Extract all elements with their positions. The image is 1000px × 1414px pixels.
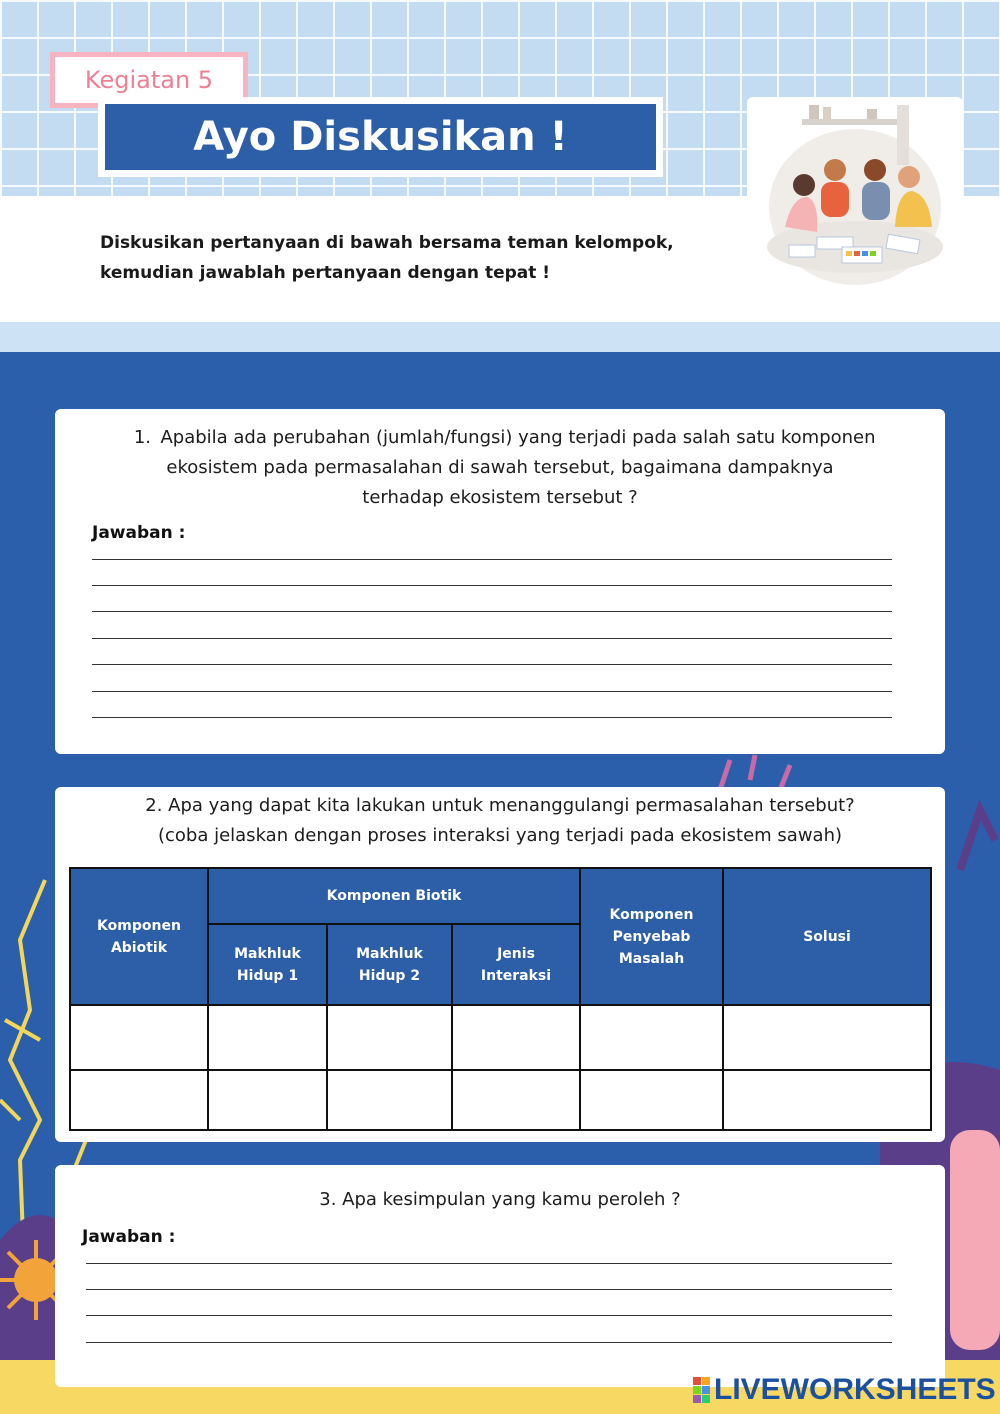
header-penyebab-line-3: Masalah — [618, 950, 685, 967]
table-cell[interactable] — [452, 1070, 580, 1130]
question-1-number: 1. — [133, 427, 152, 448]
header-biotik: Komponen Biotik — [208, 868, 580, 924]
question-3-text: 3. Apa kesimpulan yang kamu peroleh ? — [319, 1189, 681, 1210]
question-1-text — [95, 423, 905, 513]
table-cell[interactable] — [723, 1005, 931, 1069]
header-abiotik-line-1: Komponen — [97, 917, 181, 934]
header-interaksi-line-2: Interaksi — [480, 967, 552, 984]
answer-line[interactable] — [92, 664, 892, 665]
table-cell[interactable] — [327, 1070, 452, 1130]
instruction-line-1: Diskusikan pertanyaan di bawah bersama teman kelompok, — [100, 233, 674, 253]
header-interaksi — [452, 924, 580, 1005]
answer-line[interactable] — [86, 1263, 892, 1264]
liveworksheets-watermark — [693, 1370, 996, 1410]
instruction-line-2: kemudian jawablah pertanyaan dengan tepat ! — [100, 263, 551, 283]
instructions — [100, 228, 720, 288]
divider-strip — [0, 322, 1000, 352]
header-abiotik — [70, 868, 208, 1005]
group-discussion-icon — [747, 97, 963, 293]
answer-line[interactable] — [86, 1342, 892, 1343]
analysis-table — [69, 867, 932, 1131]
activity-label: Kegiatan 5 — [55, 57, 243, 103]
discussion-illustration — [747, 97, 963, 293]
table-row — [70, 1005, 931, 1069]
header-penyebab — [580, 868, 723, 1005]
table-cell[interactable] — [208, 1070, 327, 1130]
question-1-line-1: Apabila ada perubahan (jumlah/fungsi) yang terjadi pada salah satu komponen — [160, 427, 876, 448]
answer-line[interactable] — [92, 611, 892, 612]
answer-line[interactable] — [92, 559, 892, 560]
header-solusi: Solusi — [723, 868, 931, 1005]
title-box — [98, 97, 663, 177]
liveworksheets-logo-icon — [693, 1377, 710, 1403]
answer-line[interactable] — [86, 1315, 892, 1316]
answer-label-1: Jawaban : — [92, 523, 186, 543]
table-cell[interactable] — [580, 1005, 723, 1069]
table-cell[interactable] — [452, 1005, 580, 1069]
answer-line[interactable] — [86, 1289, 892, 1290]
header-makhluk-2 — [327, 924, 452, 1005]
question-2-text — [85, 791, 915, 851]
table-cell[interactable] — [70, 1005, 208, 1069]
header-makhluk-1-line-2: Hidup 1 — [236, 967, 299, 984]
question-2-card — [55, 787, 945, 1142]
question-2-line-1: 2. Apa yang dapat kita lakukan untuk menanggulangi permasalahan tersebut? — [145, 795, 855, 816]
answer-lines-1[interactable] — [92, 559, 892, 729]
header-interaksi-line-1: Jenis — [497, 945, 535, 962]
answer-line[interactable] — [92, 638, 892, 639]
answer-line[interactable] — [92, 585, 892, 586]
table-cell[interactable] — [580, 1070, 723, 1130]
header-makhluk-1-line-1: Makhluk — [234, 945, 301, 962]
question-1-line-3: terhadap ekosistem tersebut ? — [362, 487, 638, 508]
answer-line[interactable] — [92, 717, 892, 718]
table-cell[interactable] — [723, 1070, 931, 1130]
header-penyebab-line-2: Penyebab — [612, 928, 691, 945]
page-title: Ayo Diskusikan ! — [105, 104, 656, 170]
answer-lines-3[interactable] — [86, 1263, 892, 1347]
answer-line[interactable] — [92, 691, 892, 692]
question-2-line-2: (coba jelaskan dengan proses interaksi yang terjadi pada ekosistem sawah) — [157, 825, 843, 846]
liveworksheets-text: LIVEWORKSHEETS — [714, 1373, 996, 1406]
header-makhluk-2-line-1: Makhluk — [356, 945, 423, 962]
header-penyebab-line-1: Komponen — [609, 906, 694, 923]
answer-label-3: Jawaban : — [82, 1227, 176, 1247]
question-1-line-2: ekosistem pada permasalahan di sawah tersebut, bagaimana dampaknya — [166, 457, 834, 478]
header-makhluk-2-line-2: Hidup 2 — [358, 967, 421, 984]
table-cell[interactable] — [70, 1070, 208, 1130]
header-abiotik-line-2: Abiotik — [110, 939, 168, 956]
question-3-card — [55, 1165, 945, 1387]
header-makhluk-1 — [208, 924, 327, 1005]
table-cell[interactable] — [208, 1005, 327, 1069]
question-1-card — [55, 409, 945, 754]
table-cell[interactable] — [327, 1005, 452, 1069]
table-row — [70, 1070, 931, 1130]
